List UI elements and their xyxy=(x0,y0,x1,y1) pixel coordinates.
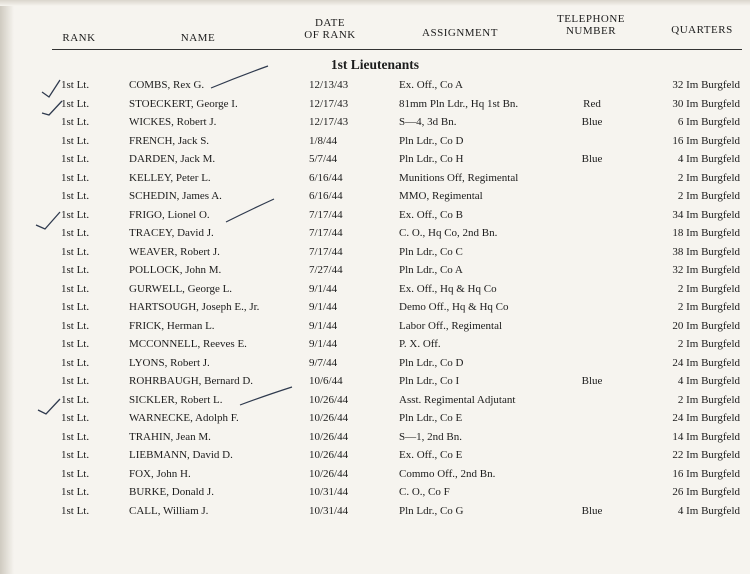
cell-date: 9/7/44 xyxy=(309,356,338,369)
cell-telephone: Red xyxy=(583,97,601,110)
cell-name: KELLEY, Peter L. xyxy=(129,171,211,184)
cell-rank: 1st Lt. xyxy=(61,116,90,129)
header-telephone-line1: TELEPHONE xyxy=(556,13,626,25)
cell-assignment: Pln Ldr., Co H xyxy=(399,153,464,166)
cell-name: TRACEY, David J. xyxy=(129,227,214,240)
cell-assignment: MMO, Regimental xyxy=(399,190,483,203)
cell-name: STOECKERT, George I. xyxy=(129,97,238,110)
cell-rank: 1st Lt. xyxy=(61,134,90,147)
cell-quarters: 2 Im Burgfeld xyxy=(677,338,740,351)
cell-telephone: Blue xyxy=(581,153,603,166)
check-mark xyxy=(226,199,274,222)
cell-name: FRIGO, Lionel O. xyxy=(129,208,210,221)
cell-date: 10/26/44 xyxy=(309,393,349,406)
cell-name: GURWELL, George L. xyxy=(129,282,233,295)
cell-rank: 1st Lt. xyxy=(61,301,90,314)
cell-date: 7/17/44 xyxy=(309,227,343,240)
cell-telephone: Blue xyxy=(581,116,603,129)
cell-rank: 1st Lt. xyxy=(61,171,90,184)
cell-rank: 1st Lt. xyxy=(61,190,90,203)
check-mark xyxy=(240,387,292,405)
cell-quarters: 30 Im Burgfeld xyxy=(672,97,740,110)
cell-assignment: 81mm Pln Ldr., Hq 1st Bn. xyxy=(399,97,519,110)
cell-quarters: 22 Im Burgfeld xyxy=(672,449,740,462)
cell-assignment: Ex. Off., Co A xyxy=(399,79,463,91)
cell-date: 9/1/44 xyxy=(309,282,338,295)
cell-name: ROHRBAUGH, Bernard D. xyxy=(129,375,254,388)
cell-rank: 1st Lt. xyxy=(61,412,90,425)
cell-assignment: C. O., Co F xyxy=(399,486,450,499)
cell-date: 10/26/44 xyxy=(309,467,349,480)
cell-quarters: 2 Im Burgfeld xyxy=(677,171,740,184)
cell-date: 7/17/44 xyxy=(309,245,343,258)
check-mark xyxy=(42,101,62,115)
cell-quarters: 34 Im Burgfeld xyxy=(672,208,740,221)
cell-rank: 1st Lt. xyxy=(61,430,90,443)
cell-name: SCHEDIN, James A. xyxy=(129,190,222,203)
cell-date: 6/16/44 xyxy=(309,171,343,184)
cell-date: 10/26/44 xyxy=(309,412,349,425)
cell-assignment: Pln Ldr., Co I xyxy=(399,375,460,388)
cell-name: WARNECKE, Adolph F. xyxy=(129,412,239,425)
cell-date: 7/17/44 xyxy=(309,208,343,221)
cell-quarters: 24 Im Burgfeld xyxy=(672,412,740,425)
check-mark xyxy=(211,66,268,88)
cell-rank: 1st Lt. xyxy=(61,338,90,351)
cell-quarters: 26 Im Burgfeld xyxy=(672,486,740,499)
cell-date: 10/31/44 xyxy=(309,504,349,517)
cell-quarters: 2 Im Burgfeld xyxy=(677,282,740,295)
cell-name: FOX, John H. xyxy=(129,467,191,480)
cell-assignment: Pln Ldr., Co D xyxy=(399,134,464,147)
cell-name: HARTSOUGH, Joseph E., Jr. xyxy=(129,301,260,314)
cell-rank: 1st Lt. xyxy=(61,282,90,295)
cell-name: CALL, William J. xyxy=(129,504,209,517)
cell-quarters: 2 Im Burgfeld xyxy=(677,393,740,406)
cell-name: FRICK, Herman L. xyxy=(129,319,215,332)
check-mark xyxy=(38,399,60,414)
cell-name: BURKE, Donald J. xyxy=(129,486,214,499)
cell-name: LIEBMANN, David D. xyxy=(129,449,233,462)
cell-quarters: 4 Im Burgfeld xyxy=(677,153,740,166)
cell-quarters: 18 Im Burgfeld xyxy=(672,227,740,240)
cell-rank: 1st Lt. xyxy=(61,79,90,91)
cell-assignment: Labor Off., Regimental xyxy=(399,319,503,332)
cell-date: 10/26/44 xyxy=(309,430,349,443)
cell-name: MCCONNELL, Reeves E. xyxy=(129,338,247,351)
cell-name: LYONS, Robert J. xyxy=(129,356,210,369)
cell-rank: 1st Lt. xyxy=(61,486,90,499)
check-mark xyxy=(36,212,60,229)
cell-name: WEAVER, Robert J. xyxy=(129,245,220,258)
header-telephone-line2: NUMBER xyxy=(565,25,617,37)
cell-quarters: 4 Im Burgfeld xyxy=(677,375,740,388)
cell-rank: 1st Lt. xyxy=(61,393,90,406)
cell-quarters: 24 Im Burgfeld xyxy=(672,356,740,369)
cell-date: 10/31/44 xyxy=(309,486,349,499)
header-date-line2: OF RANK xyxy=(304,29,356,41)
cell-date: 12/17/43 xyxy=(309,116,349,129)
cell-name: FRENCH, Jack S. xyxy=(129,134,210,147)
cell-date: 12/13/43 xyxy=(309,79,349,91)
cell-name: DARDEN, Jack M. xyxy=(129,153,216,166)
header-quarters: QUARTERS xyxy=(671,24,733,36)
cell-quarters: 4 Im Burgfeld xyxy=(677,504,740,517)
cell-quarters: 32 Im Burgfeld xyxy=(672,79,740,91)
cell-rank: 1st Lt. xyxy=(61,153,90,166)
cell-name: WICKES, Robert J. xyxy=(129,116,217,129)
cell-date: 10/26/44 xyxy=(309,449,349,462)
cell-date: 9/1/44 xyxy=(309,319,338,332)
cell-quarters: 2 Im Burgfeld xyxy=(677,301,740,314)
cell-assignment: Demo Off., Hq & Hq Co xyxy=(399,301,509,314)
cell-date: 5/7/44 xyxy=(309,153,338,166)
cell-assignment: Ex. Off., Co B xyxy=(399,208,463,221)
cell-name: POLLOCK, John M. xyxy=(129,264,222,277)
cell-name: COMBS, Rex G. xyxy=(129,79,205,91)
cell-name: SICKLER, Robert L. xyxy=(129,393,223,406)
cell-quarters: 20 Im Burgfeld xyxy=(672,319,740,332)
cell-rank: 1st Lt. xyxy=(61,375,90,388)
cell-assignment: Ex. Off., Hq & Hq Co xyxy=(399,282,497,295)
cell-assignment: Pln Ldr., Co D xyxy=(399,356,464,369)
cell-assignment: S—4, 3d Bn. xyxy=(399,116,457,129)
cell-assignment: Commo Off., 2nd Bn. xyxy=(399,467,496,480)
cell-telephone: Blue xyxy=(581,504,603,517)
cell-rank: 1st Lt. xyxy=(61,467,90,480)
cell-assignment: Pln Ldr., Co C xyxy=(399,245,463,258)
check-mark xyxy=(42,80,60,97)
cell-date: 12/17/43 xyxy=(309,97,349,110)
section-title: 1st Lieutenants xyxy=(330,57,420,72)
cell-rank: 1st Lt. xyxy=(61,264,90,277)
cell-rank: 1st Lt. xyxy=(61,245,90,258)
cell-assignment: Pln Ldr., Co G xyxy=(399,504,464,517)
cell-rank: 1st Lt. xyxy=(61,97,90,110)
header-rank: RANK xyxy=(62,32,96,44)
cell-assignment: Ex. Off., Co E xyxy=(399,449,463,462)
cell-rank: 1st Lt. xyxy=(61,356,90,369)
cell-quarters: 16 Im Burgfeld xyxy=(672,134,740,147)
cell-assignment: Pln Ldr., Co A xyxy=(399,264,463,277)
cell-date: 7/27/44 xyxy=(309,264,343,277)
cell-assignment: P. X. Off. xyxy=(399,338,441,351)
cell-quarters: 16 Im Burgfeld xyxy=(672,467,740,480)
cell-date: 6/16/44 xyxy=(309,190,343,203)
cell-quarters: 14 Im Burgfeld xyxy=(672,430,740,443)
cell-date: 10/6/44 xyxy=(309,375,343,388)
header-date-line1: DATE xyxy=(314,17,346,29)
cell-assignment: S—1, 2nd Bn. xyxy=(399,430,462,443)
header-assignment: ASSIGNMENT xyxy=(422,27,498,39)
cell-date: 9/1/44 xyxy=(309,301,338,314)
cell-rank: 1st Lt. xyxy=(61,208,90,221)
cell-quarters: 32 Im Burgfeld xyxy=(672,264,740,277)
cell-date: 1/8/44 xyxy=(309,134,338,147)
cell-rank: 1st Lt. xyxy=(61,504,90,517)
cell-rank: 1st Lt. xyxy=(61,449,90,462)
cell-assignment: Asst. Regimental Adjutant xyxy=(399,393,516,406)
cell-date: 9/1/44 xyxy=(309,338,338,351)
cell-quarters: 6 Im Burgfeld xyxy=(677,116,740,129)
cell-assignment: Pln Ldr., Co E xyxy=(399,412,463,425)
header-name: NAME xyxy=(180,32,216,44)
cell-telephone: Blue xyxy=(581,375,603,388)
cell-rank: 1st Lt. xyxy=(61,319,90,332)
cell-assignment: C. O., Hq Co, 2nd Bn. xyxy=(399,227,498,240)
cell-rank: 1st Lt. xyxy=(61,227,90,240)
cell-quarters: 38 Im Burgfeld xyxy=(672,245,740,258)
cell-quarters: 2 Im Burgfeld xyxy=(677,190,740,203)
cell-name: TRAHIN, Jean M. xyxy=(129,430,211,443)
cell-assignment: Munitions Off, Regimental xyxy=(399,171,519,184)
